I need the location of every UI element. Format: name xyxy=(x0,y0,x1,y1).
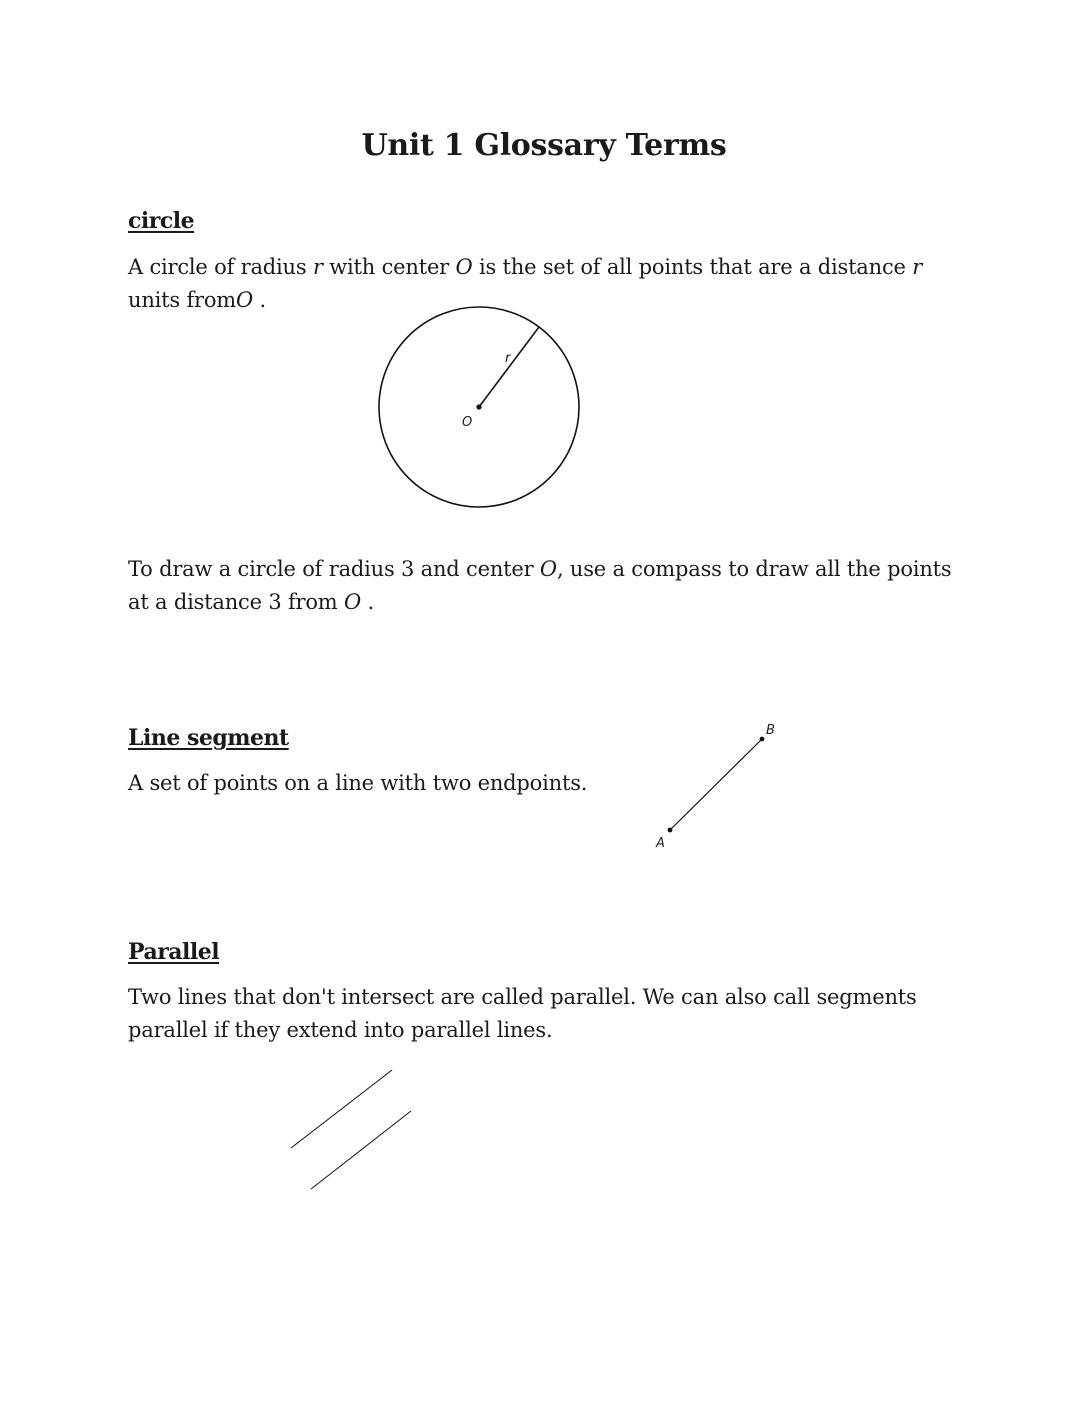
circle-definition: A circle of radius r with center O is the set of all points that are a distance r units fromO . xyxy=(128,255,923,312)
endpoint-a-point xyxy=(668,828,673,833)
endpoint-a-label: A xyxy=(656,836,665,851)
math-var-o: O xyxy=(455,255,473,279)
center-label: O xyxy=(462,415,473,430)
math-var-o: O xyxy=(236,288,254,312)
parallel-heading: Parallel xyxy=(128,939,220,965)
center-point xyxy=(476,404,481,409)
radius-line xyxy=(479,327,539,407)
radius-label: r xyxy=(505,351,511,366)
parallel-line-1 xyxy=(291,1070,392,1148)
segment-line xyxy=(670,739,762,830)
math-var-o: O xyxy=(344,590,362,614)
line-segment-heading: Line segment xyxy=(128,725,289,751)
line-segment-figure xyxy=(655,723,775,851)
page-title: Unit 1 Glossary Terms xyxy=(361,128,727,163)
math-var-o: O xyxy=(539,557,557,581)
circle-figure xyxy=(379,307,579,507)
parallel-figure xyxy=(291,1070,411,1189)
line-segment-definition: A set of points on a line with two endpoints. xyxy=(128,771,588,795)
endpoint-b-label: B xyxy=(766,723,775,738)
math-var-r: r xyxy=(912,255,923,279)
parallel-definition: Two lines that don't intersect are called parallel. We can also call segments parallel if they extend into parallel lines. xyxy=(128,985,917,1042)
endpoint-b-point xyxy=(760,737,765,742)
circle-heading: circle xyxy=(128,208,195,234)
math-var-r: r xyxy=(312,255,323,279)
circle-instruction: To draw a circle of radius 3 and center O, use a compass to draw all the points at a distance 3 from O . xyxy=(128,557,952,614)
parallel-line-2 xyxy=(311,1111,411,1189)
